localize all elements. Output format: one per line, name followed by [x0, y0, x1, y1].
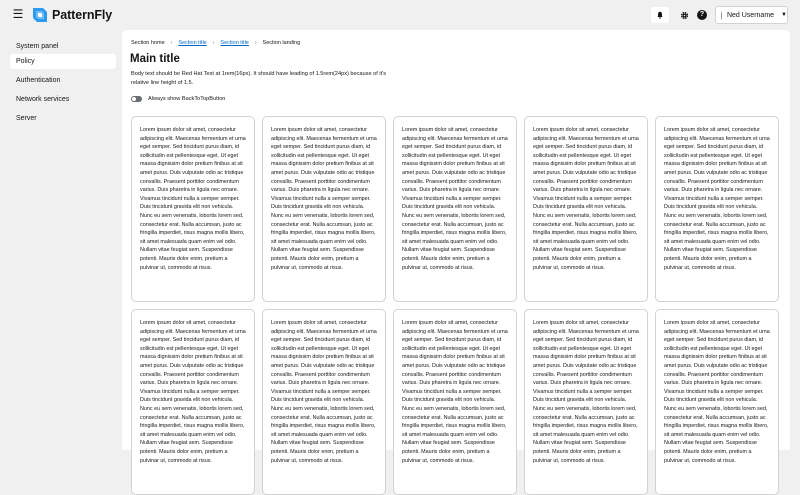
back-to-top-toggle[interactable]: [131, 95, 225, 102]
avatar: [721, 11, 722, 20]
card-body: Lorem ipsum dolor sit amet, consectetur adipiscing elit. Maecenas fermentum et urna eget semper. Sed tincidunt purus diam, id sollicitudin est pellentesque eget. Ut eget massa dignissim dolor pretium finibus at sit amet purus. Duis vulputate odio ac tristique convallis. Praesent porttitor condimentum varius. Duis pharetra in ligula nec ornare. Vivamus tincidunt nulla a semper semper. Duis tincidunt gravida elit non vehicula. Nunc eu sem venenatis, lobortis lorem sed, consectetur erat. Nulla accumsan, justo ac fringilla imperdiet, risus magna mollis libero, sit amet malesuada quam enim vel odio. Nullam vitae feugiat sem. Suspendisse potenti. Mauris dolor enim, pretium a pulvinar ut, commodo at risus.: [664, 320, 770, 464]
patternfly-logo-icon: [32, 7, 48, 23]
card-body: Lorem ipsum dolor sit amet, consectetur adipiscing elit. Maecenas fermentum et urna eget semper. Sed tincidunt purus diam, id sollicitudin est pellentesque eget. Ut eget massa dignissim dolor pretium finibus at sit amet purus. Duis vulputate odio ac tristique convallis. Praesent porttitor condimentum varius. Duis pharetra in ligula nec ornare. Vivamus tincidunt nulla a semper semper. Duis tincidunt gravida elit non vehicula. Nunc eu sem venenatis, lobortis lorem sed, consectetur erat. Nulla accumsan, justo ac fringilla imperdiet, risus magna mollis libero, sit amet malesuada quam enim vel odio. Nullam vitae feugiat sem. Suspendisse potenti. Mauris dolor enim, pretium a pulvinar ut, commodo at risus.: [402, 127, 508, 271]
user-name: Ned Username: [726, 11, 775, 19]
sidebar-nav: [0, 30, 120, 450]
card: [131, 309, 255, 495]
bell-icon: [656, 11, 664, 19]
notifications-button[interactable]: [651, 7, 669, 23]
card: [131, 116, 255, 302]
toggle-switch[interactable]: [131, 96, 142, 102]
card: [262, 116, 386, 302]
masthead: [0, 0, 800, 30]
breadcrumb-item[interactable]: Section title: [178, 40, 207, 46]
help-button[interactable]: [695, 7, 709, 23]
breadcrumb-item[interactable]: Section home: [131, 40, 165, 46]
chevron-right-icon: ›: [212, 40, 215, 46]
user-dropdown[interactable]: [715, 6, 788, 24]
card-body: Lorem ipsum dolor sit amet, consectetur adipiscing elit. Maecenas fermentum et urna eget semper. Sed tincidunt purus diam, id sollicitudin est pellentesque eget. Ut eget massa dignissim dolor pretium finibus at sit amet purus. Duis vulputate odio ac tristique convallis. Praesent porttitor condimentum varius. Duis pharetra in ligula nec ornare. Vivamus tincidunt nulla a semper semper. Duis tincidunt gravida elit non vehicula. Nunc eu sem venenatis, lobortis lorem sed, consectetur erat. Nulla accumsan, justo ac fringilla imperdiet, risus magna mollis libero, sit amet malesuada quam enim vel odio. Nullam vitae feugiat sem. Suspendisse potenti. Mauris dolor enim, pretium a pulvinar ut, commodo at risus.: [271, 127, 377, 271]
breadcrumb: [131, 39, 300, 47]
sidebar-item-network-services[interactable]: Network services: [16, 96, 70, 103]
card: [393, 309, 517, 495]
card-body: Lorem ipsum dolor sit amet, consectetur adipiscing elit. Maecenas fermentum et urna eget semper. Sed tincidunt purus diam, id sollicitudin est pellentesque eget. Ut eget massa dignissim dolor pretium finibus at sit amet purus. Duis vulputate odio ac tristique convallis. Praesent porttitor condimentum varius. Duis pharetra in ligula nec ornare. Vivamus tincidunt nulla a semper semper. Duis tincidunt gravida elit non vehicula. Nunc eu sem venenatis, lobortis lorem sed, consectetur erat. Nulla accumsan, justo ac fringilla imperdiet, risus magna mollis libero, sit amet malesuada quam enim vel odio. Nullam vitae feugiat sem. Suspendisse potenti. Mauris dolor enim, pretium a pulvinar ut, commodo at risus.: [402, 320, 508, 464]
card: [262, 309, 386, 495]
card-body: Lorem ipsum dolor sit amet, consectetur adipiscing elit. Maecenas fermentum et urna eget semper. Sed tincidunt purus diam, id sollicitudin est pellentesque eget. Ut eget massa dignissim dolor pretium finibus at sit amet purus. Duis vulputate odio ac tristique convallis. Praesent porttitor condimentum varius. Duis pharetra in ligula nec ornare. Vivamus tincidunt nulla a semper semper. Duis tincidunt gravida elit non vehicula. Nunc eu sem venenatis, lobortis lorem sed, consectetur erat. Nulla accumsan, justo ac fringilla imperdiet, risus magna mollis libero, sit amet malesuada quam enim vel odio. Nullam vitae feugiat sem. Suspendisse potenti. Mauris dolor enim, pretium a pulvinar ut, commodo at risus.: [533, 127, 639, 271]
card-body: Lorem ipsum dolor sit amet, consectetur adipiscing elit. Maecenas fermentum et urna eget semper. Sed tincidunt purus diam, id sollicitudin est pellentesque eget. Ut eget massa dignissim dolor pretium finibus at sit amet purus. Duis vulputate odio ac tristique convallis. Praesent porttitor condimentum varius. Duis pharetra in ligula nec ornare. Vivamus tincidunt nulla a semper semper. Duis tincidunt gravida elit non vehicula. Nunc eu sem venenatis, lobortis lorem sed, consectetur erat. Nulla accumsan, justo ac fringilla imperdiet, risus magna mollis libero, sit amet malesuada quam enim vel odio. Nullam vitae feugiat sem. Suspendisse potenti. Mauris dolor enim, pretium a pulvinar ut, commodo at risus.: [140, 320, 246, 464]
card: [655, 309, 779, 495]
page-title: Main title: [130, 53, 180, 65]
card: [524, 116, 648, 302]
brand-name: PatternFly: [52, 8, 113, 22]
chevron-right-icon: ›: [254, 40, 257, 46]
gear-icon: [680, 11, 689, 20]
menu-icon[interactable]: ☰: [12, 7, 24, 21]
sidebar-item-policy[interactable]: Policy: [10, 54, 116, 69]
caret-down-icon: ▼: [781, 12, 787, 18]
main-content: [122, 30, 790, 464]
settings-button[interactable]: [677, 7, 691, 23]
sidebar-item-server[interactable]: Server: [16, 115, 37, 122]
breadcrumb-item-current: Section landing: [262, 40, 301, 46]
card: [393, 116, 517, 302]
toggle-label: Always show BackToTopButton: [148, 95, 226, 102]
card: [524, 309, 648, 495]
card-body: Lorem ipsum dolor sit amet, consectetur adipiscing elit. Maecenas fermentum et urna eget semper. Sed tincidunt purus diam, id sollicitudin est pellentesque eget. Ut eget massa dignissim dolor pretium finibus at sit amet purus. Duis vulputate odio ac tristique convallis. Praesent porttitor condimentum varius. Duis pharetra in ligula nec ornare. Vivamus tincidunt nulla a semper semper. Duis tincidunt gravida elit non vehicula. Nunc eu sem venenatis, lobortis lorem sed, consectetur erat. Nulla accumsan, justo ac fringilla imperdiet, risus magna mollis libero, sit amet malesuada quam enim vel odio. Nullam vitae feugiat sem. Suspendisse potenti. Mauris dolor enim, pretium a pulvinar ut, commodo at risus.: [140, 127, 246, 271]
breadcrumb-item[interactable]: Section title: [220, 40, 249, 46]
sidebar-item-system-panel[interactable]: System panel: [16, 43, 59, 50]
card-body: Lorem ipsum dolor sit amet, consectetur adipiscing elit. Maecenas fermentum et urna eget semper. Sed tincidunt purus diam, id sollicitudin est pellentesque eget. Ut eget massa dignissim dolor pretium finibus at sit amet purus. Duis vulputate odio ac tristique convallis. Praesent porttitor condimentum varius. Duis pharetra in ligula nec ornare. Vivamus tincidunt nulla a semper semper. Duis tincidunt gravida elit non vehicula. Nunc eu sem venenatis, lobortis lorem sed, consectetur erat. Nulla accumsan, justo ac fringilla imperdiet, risus magna mollis libero, sit amet malesuada quam enim vel odio. Nullam vitae feugiat sem. Suspendisse potenti. Mauris dolor enim, pretium a pulvinar ut, commodo at risus.: [664, 127, 770, 271]
brand-logo-link[interactable]: [32, 6, 112, 24]
help-icon: ?: [697, 10, 707, 20]
chevron-right-icon: ›: [170, 40, 173, 46]
page-description: Body text should be Red Hat Text at 1rem(16px). It should have leading of 1.5rem(24px) because of it's relative line height of 1.5.: [131, 71, 387, 86]
sidebar-item-authentication[interactable]: Authentication: [16, 77, 61, 84]
card-body: Lorem ipsum dolor sit amet, consectetur adipiscing elit. Maecenas fermentum et urna eget semper. Sed tincidunt purus diam, id sollicitudin est pellentesque eget. Ut eget massa dignissim dolor pretium finibus at sit amet purus. Duis vulputate odio ac tristique convallis. Praesent porttitor condimentum varius. Duis pharetra in ligula nec ornare. Vivamus tincidunt nulla a semper semper. Duis tincidunt gravida elit non vehicula. Nunc eu sem venenatis, lobortis lorem sed, consectetur erat. Nulla accumsan, justo ac fringilla imperdiet, risus magna mollis libero, sit amet malesuada quam enim vel odio. Nullam vitae feugiat sem. Suspendisse potenti. Mauris dolor enim, pretium a pulvinar ut, commodo at risus.: [271, 320, 377, 464]
card-body: Lorem ipsum dolor sit amet, consectetur adipiscing elit. Maecenas fermentum et urna eget semper. Sed tincidunt purus diam, id sollicitudin est pellentesque eget. Ut eget massa dignissim dolor pretium finibus at sit amet purus. Duis vulputate odio ac tristique convallis. Praesent porttitor condimentum varius. Duis pharetra in ligula nec ornare. Vivamus tincidunt nulla a semper semper. Duis tincidunt gravida elit non vehicula. Nunc eu sem venenatis, lobortis lorem sed, consectetur erat. Nulla accumsan, justo ac fringilla imperdiet, risus magna mollis libero, sit amet malesuada quam enim vel odio. Nullam vitae feugiat sem. Suspendisse potenti. Mauris dolor enim, pretium a pulvinar ut, commodo at risus.: [533, 320, 639, 464]
card: [655, 116, 779, 302]
